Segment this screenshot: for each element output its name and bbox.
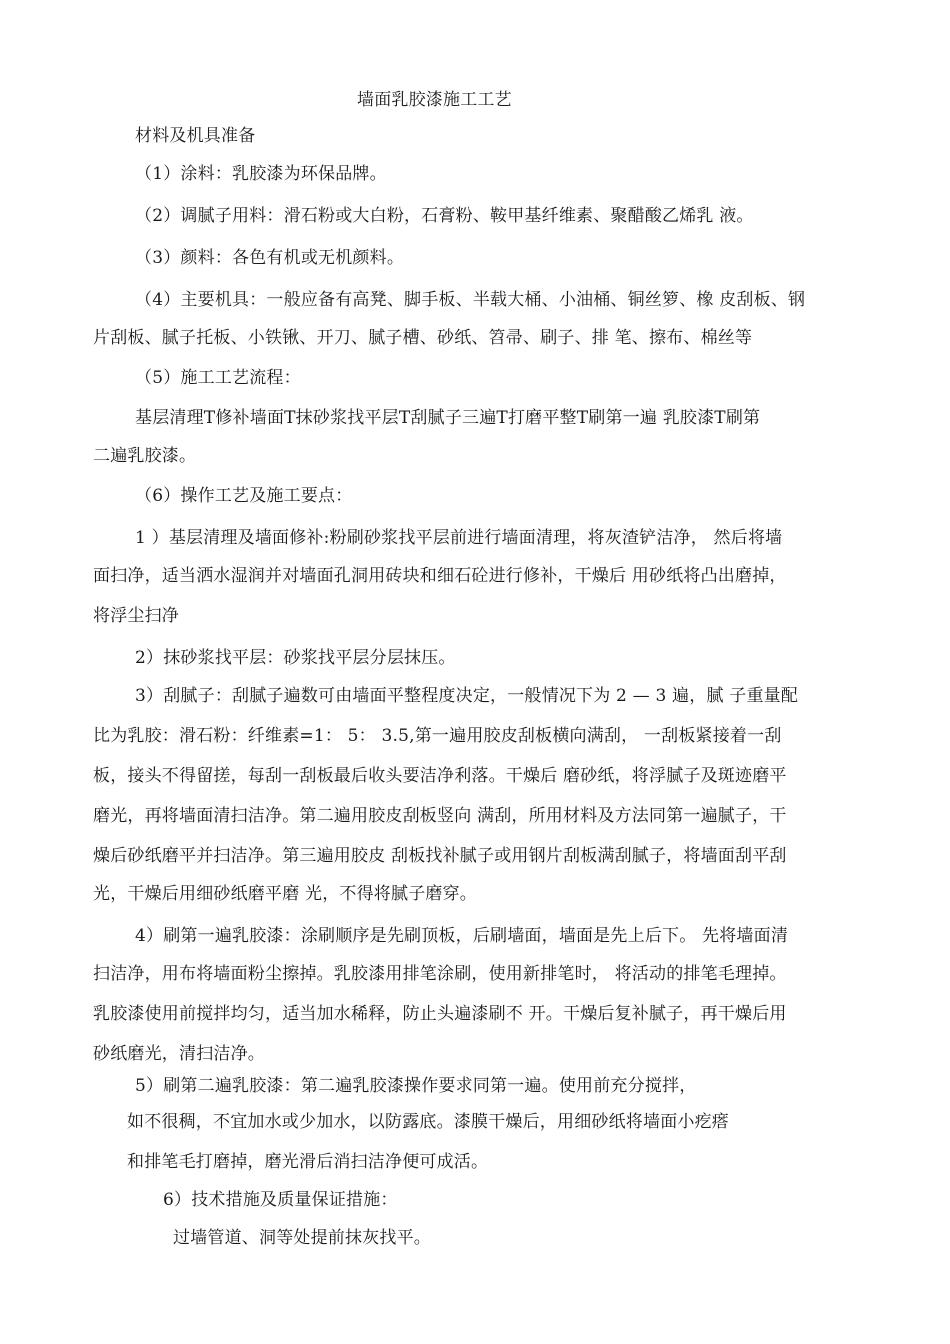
paragraph-line: 砂纸磨光，清扫洁净。 <box>93 1044 265 1064</box>
paragraph-line: 2）抹砂浆找平层：砂浆找平层分层抹压。 <box>135 648 456 668</box>
paragraph-line: （3）颜料：各色有机或无机颜料。 <box>135 248 405 268</box>
paragraph-line: （1）涂料：乳胶漆为环保品牌。 <box>135 164 387 184</box>
paragraph-line: 过墙管道、洞等处提前抹灰找平。 <box>173 1228 431 1248</box>
paragraph-line: （4）主要机具：一般应备有高凳、脚手板、半载大桶、小油桶、铜丝箩、橡 皮刮板、钢 <box>135 290 806 310</box>
section-heading: 材料及机具准备 <box>135 126 256 146</box>
paragraph-line: 3）刮腻子：刮腻子遍数可由墙面平整程度决定，一般情况下为 2 — 3 遍，腻 子重量配 <box>135 686 799 706</box>
paragraph-line: 基层清理T修补墙面T抹砂浆找平层T刮腻子三遍T打磨平整T刷第一遍 乳胶漆T刷第 <box>135 408 761 428</box>
paragraph-line: 和排笔毛打磨掉，磨光滑后消扫洁净便可成活。 <box>127 1152 489 1172</box>
paragraph-line: 扫洁净，用布将墙面粉尘擦掉。乳胶漆用排笔涂刷，使用新排笔时， 将活动的排笔毛理掉。 <box>93 964 787 984</box>
paragraph-line: 4）刷第一遍乳胶漆：涂刷顺序是先刷顶板，后刷墙面，墙面是先上后下。 先将墙面清 <box>135 926 789 946</box>
paragraph-line: 面扫净，适当洒水湿润并对墙面孔洞用砖块和细石砼进行修补，干燥后 用砂纸将凸出磨掉， <box>93 566 787 586</box>
paragraph-line: 乳胶漆使用前搅拌均匀，适当加水稀释，防止头遍漆刷不 开。干燥后复补腻子，再干燥后用 <box>93 1004 787 1024</box>
paragraph-line: 二遍乳胶漆。 <box>93 446 197 466</box>
paragraph-line: 将浮尘扫净 <box>93 606 179 626</box>
paragraph-line: 板，接头不得留搓，每刮一刮板最后收头要洁净利落。干燥后 磨砂纸，将浮腻子及斑迹磨平 <box>93 766 787 786</box>
paragraph-line: 5）刷第二遍乳胶漆：第二遍乳胶漆操作要求同第一遍。使用前充分搅拌， <box>135 1076 697 1096</box>
paragraph-line: 燥后砂纸磨平并扫洁净。第三遍用胶皮 刮板找补腻子或用钢片刮板满刮腻子，将墙面刮平刮 <box>93 846 787 866</box>
paragraph-line: （2）调腻子用料：滑石粉或大白粉，石膏粉、鞍甲基纤维素、聚醋酸乙烯乳 液。 <box>135 206 754 226</box>
paragraph-line: 比为乳胶：滑石粉：纤维素=1： 5： 3.5,第一遍用胶皮刮板横向满刮， 一刮板紧接着一刮 <box>93 726 782 746</box>
paragraph-line: （5）施工工艺流程： <box>135 368 301 388</box>
paragraph-line: 1 ）基层清理及墙面修补:粉刷砂浆找平层前进行墙面清理，将灰渣铲洁净， 然后将墙 <box>135 528 783 548</box>
paragraph-line: （6）操作工艺及施工要点： <box>135 486 353 506</box>
paragraph-line: 片刮板、腻子托板、小铁锹、开刀、腻子槽、砂纸、笤帚、刷子、排 笔、擦布、棉丝等 <box>93 328 753 348</box>
paragraph-line: 如不很稠，不宜加水或少加水，以防露底。漆膜干燥后，用细砂纸将墙面小疙瘩 <box>127 1112 729 1132</box>
document-title: 墙面乳胶漆施工工艺 <box>357 90 512 110</box>
paragraph-line: 6）技术措施及质量保证措施： <box>163 1190 398 1210</box>
paragraph-line: 光，干燥后用细砂纸磨平磨 光，不得将腻子磨穿。 <box>93 884 478 904</box>
paragraph-line: 磨光，再将墙面清扫洁净。第二遍用胶皮刮板竖向 满刮，所用材料及方法同第一遍腻子，干 <box>93 806 787 826</box>
